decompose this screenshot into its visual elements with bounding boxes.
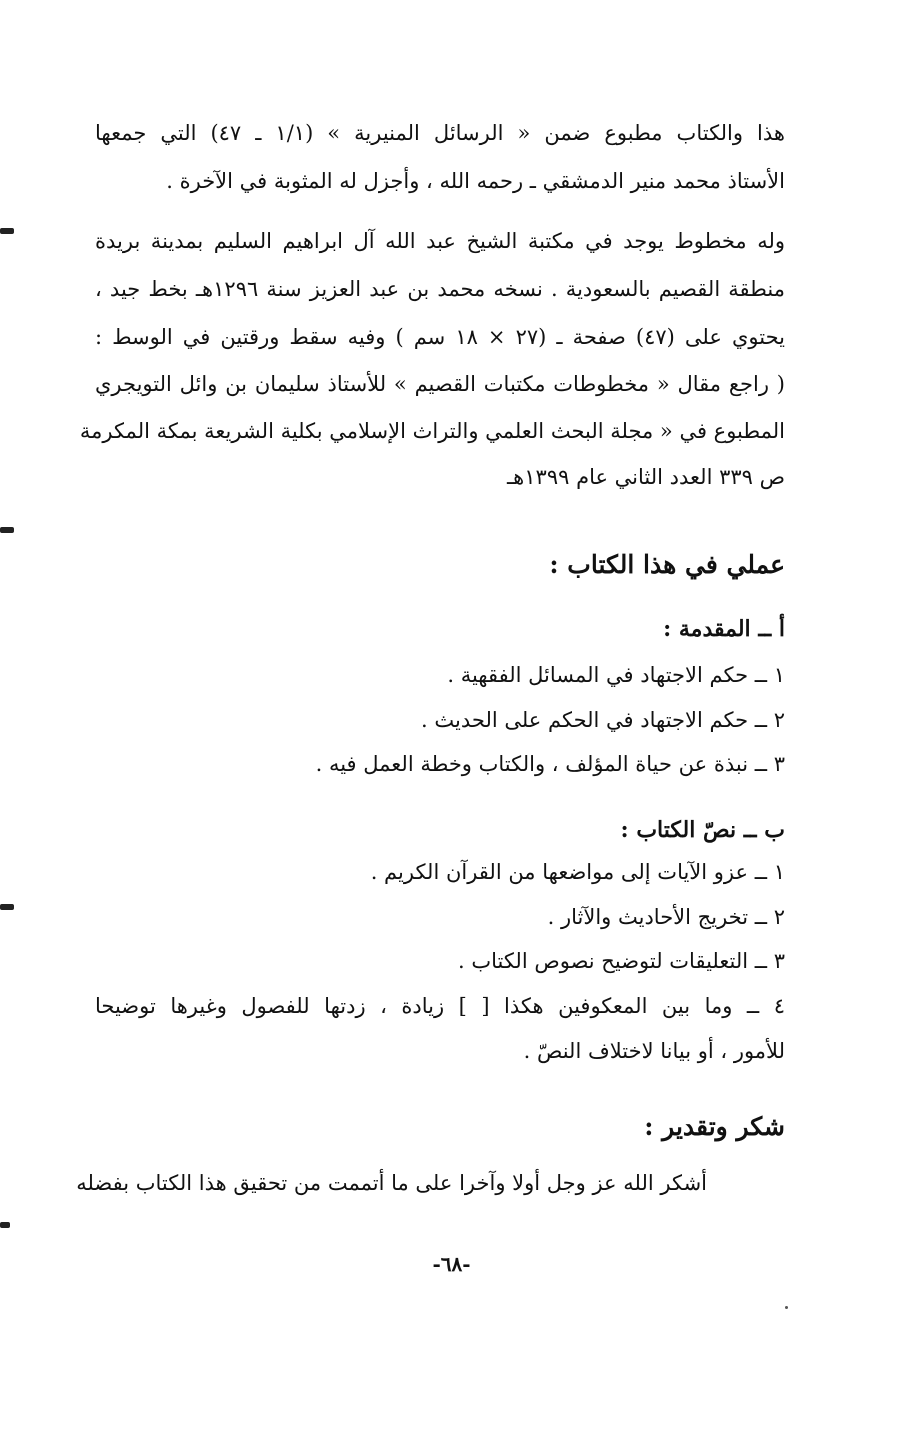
scan-speck bbox=[785, 1306, 788, 1309]
scan-edge-mark bbox=[0, 904, 14, 910]
text-item-4-line-2: للأمور ، أو بيانا لاختلاف النصّ . bbox=[523, 1039, 785, 1063]
thanks-heading: شكر وتقدير : bbox=[644, 1112, 785, 1141]
intro-subheading: أ ــ المقدمة : bbox=[663, 616, 785, 642]
paragraph-2-line-2: منطقة القصيم بالسعودية . نسخه محمد بن عبد العزيز سنة ١٢٩٦هـ بخط جيد ، bbox=[95, 277, 785, 301]
paragraph-2-line-1: وله مخطوط يوجد في مكتبة الشيخ عبد الله آل ابراهيم السليم بمدينة بريدة bbox=[95, 229, 785, 253]
page-number: -٦٨- bbox=[432, 1252, 471, 1276]
paragraph-2-line-5: المطبوع في « مجلة البحث العلمي والتراث الإسلامي بكلية الشريعة بمكة المكرمة bbox=[79, 419, 785, 443]
text-item-4-line-1: ٤ ــ وما بين المعكوفين هكذا [ ] زيادة ، زدتها للفصول وغيرها توضيحا bbox=[95, 994, 785, 1018]
text-item-3: ٣ ــ التعليقات لتوضيح نصوص الكتاب . bbox=[457, 949, 785, 973]
paragraph-2-line-3: يحتوي على (٤٧) صفحة ـ (٢٧ × ١٨ سم ) وفيه سقط ورقتين في الوسط : bbox=[95, 325, 785, 349]
scan-edge-mark bbox=[0, 228, 14, 234]
paragraph-1-line-1: هذا والكتاب مطبوع ضمن « الرسائل المنيرية » (١/١ ـ ٤٧) التي جمعها bbox=[95, 121, 785, 145]
paragraph-2-line-6: ص ٣٣٩ العدد الثاني عام ١٣٩٩هـ bbox=[507, 465, 785, 489]
text-item-2: ٢ ــ تخريج الأحاديث والآثار . bbox=[547, 905, 785, 929]
intro-item-3: ٣ ــ نبذة عن حياة المؤلف ، والكتاب وخطة العمل فيه . bbox=[315, 752, 785, 776]
text-item-1: ١ ــ عزو الآيات إلى مواضعها من القرآن الكريم . bbox=[370, 860, 785, 884]
work-section-heading: عملي في هذا الكتاب : bbox=[549, 550, 785, 579]
scan-edge-mark bbox=[0, 1222, 10, 1228]
paragraph-2-line-4: ( راجع مقال « مخطوطات مكتبات القصيم » للأستاذ سليمان بن وائل التويجري bbox=[95, 372, 785, 396]
intro-item-2: ٢ ــ حكم الاجتهاد في الحكم على الحديث . bbox=[421, 708, 785, 732]
paragraph-1-line-2: الأستاذ محمد منير الدمشقي ـ رحمه الله ، وأجزل له المثوبة في الآخرة . bbox=[166, 169, 785, 193]
scan-edge-mark bbox=[0, 527, 14, 533]
intro-item-1: ١ ــ حكم الاجتهاد في المسائل الفقهية . bbox=[447, 663, 785, 687]
text-subheading: ب ــ نصّ الكتاب : bbox=[620, 817, 785, 843]
thanks-line-1: أشكر الله عز وجل أولا وآخرا على ما أتممت من تحقيق هذا الكتاب بفضله bbox=[76, 1171, 707, 1195]
